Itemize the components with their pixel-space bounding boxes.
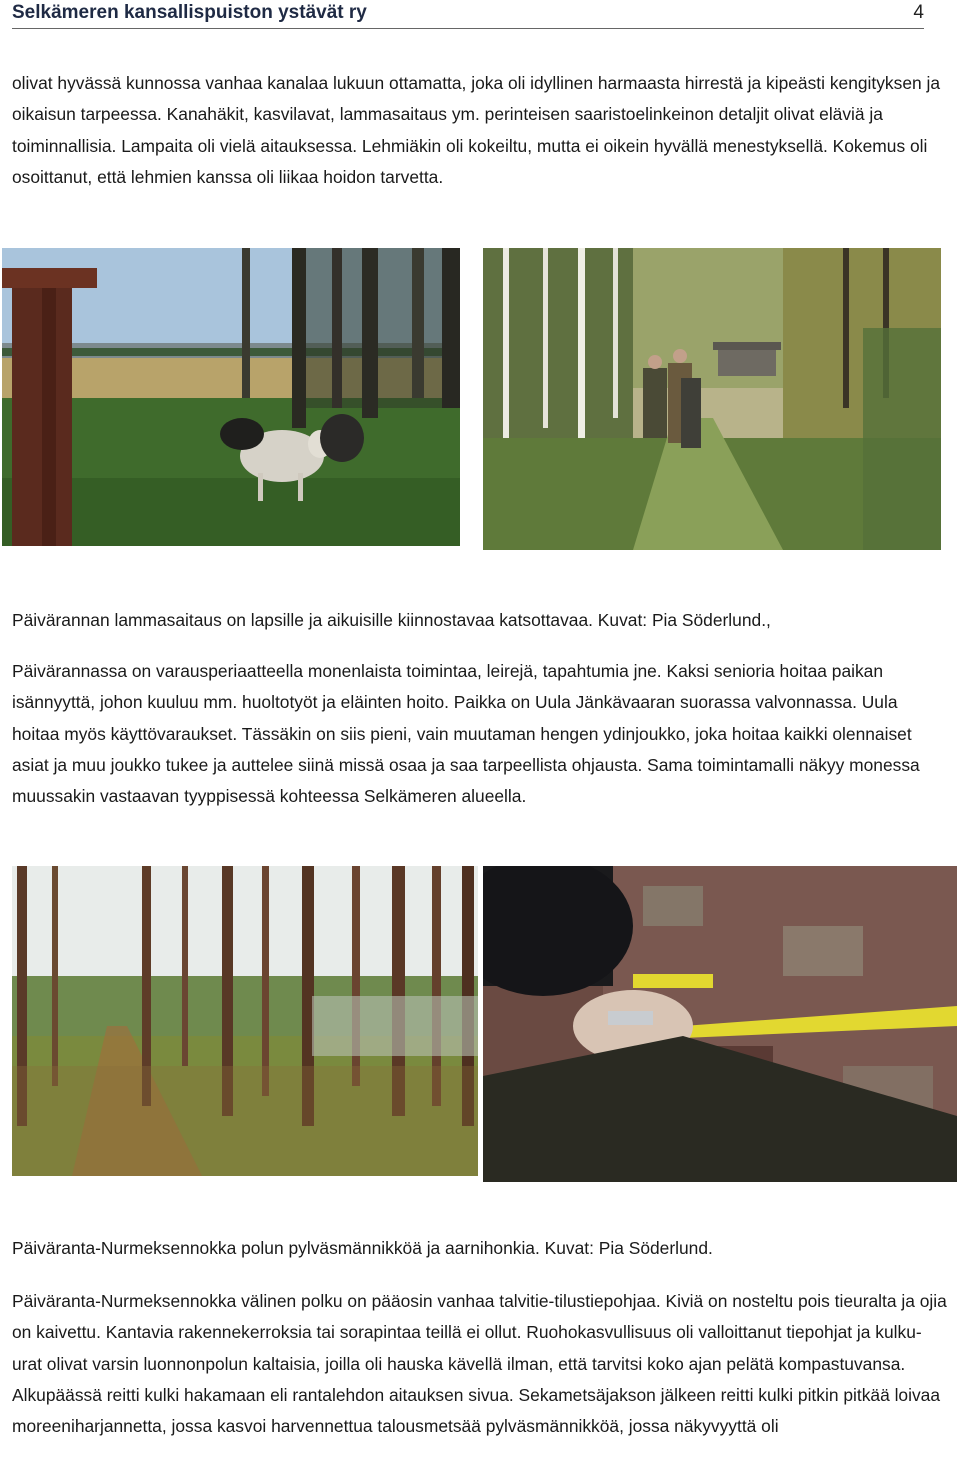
caption-sheep: Päivärannan lammasaitaus on lapsille ja aikuisille kiinnostavaa katsottavaa. Kuvat: Pia Söderlund., [12, 610, 771, 630]
caption-forest: Päiväranta-Nurmeksennokka polun pylväsmännikköä ja aarnihonkia. Kuvat: Pia Söderlund. [12, 1238, 713, 1258]
document-title: Selkämeren kansallispuiston ystävät ry [12, 2, 367, 23]
paragraph-trail: Päiväranta-Nurmeksennokka välinen polku on pääosin vanhaa talvitie-tilustiepohjaa. Kiviä on nosteltu pois tieuralta ja ojia on kaivettu. Kantavia rakennekerroksia tai sorapintaa teillä ei ollut. Ruohokasvullisuus oli valloittanut tiepohjat ja kulku-urat olivat varsin luonnonpolun kaltaisia, joilla oli hauska kävellä ilman, että tarvitsi koko ajan pelätä kompastuvansa. Alkupäässä reitti kulki hakamaan eli rantalehdon aitauksen sivua. Sekametsäjakson jälkeen reitti kulki pitkin pitkää loivaa moreeniharjannetta, jossa kasvoi harvennettua talousmetsää pylväsmännikköä, jossa näkyvyyttä oli [12, 1291, 947, 1437]
photo-forest-walk [483, 248, 941, 550]
page-number: 4 [913, 2, 924, 23]
paragraph-farm: olivat hyvässä kunnossa vanhaa kanalaa lukuun ottamatta, joka oli idyllinen harmaasta hirrestä ja kipeästi kengityksen ja oikaisun tarpeessa. Kanahäkit, kasvilavat, lammasaitaus ym. perinteisen saaristoelinkeinon detaljit olivat eläviä ja toiminnallisia. Lampaita oli vielä aitauksessa. Lehmiäkin oli kokeiltu, mutta ei oikein hyvällä menestyksellä. Kokemus oli osoittanut, että lehmien kanssa oli liikaa hoidon tarvetta. [12, 73, 941, 187]
photo-measuring-tree [483, 866, 957, 1182]
photo-sheep-enclosure [2, 248, 460, 546]
paragraph-activities: Päivärannassa on varausperiaatteella monenlaista toimintaa, leirejä, tapahtumia jne. Kaksi senioria hoitaa paikan isännyyttä, johon kuuluu mm. huoltotyöt ja eläinten hoito. Paikka on Uula Jänkävaaran suorassa valvonnassa. Uula hoitaa myös käyttövaraukset. Tässäkin on siis pieni, vain muutaman hengen ydinjoukko, joka hoitaa kaikki olennaiset asiat ja muu joukko tukee ja auttelee siinä missä osaa ja saa tarpeellista ohjausta. Sama toimintamalli näkyy monessa muussakin vastaavan tyyppisessä kohteessa Selkämeren alueella. [12, 661, 920, 807]
photo-pine-forest-path [12, 866, 478, 1176]
page-header [12, 2, 924, 29]
